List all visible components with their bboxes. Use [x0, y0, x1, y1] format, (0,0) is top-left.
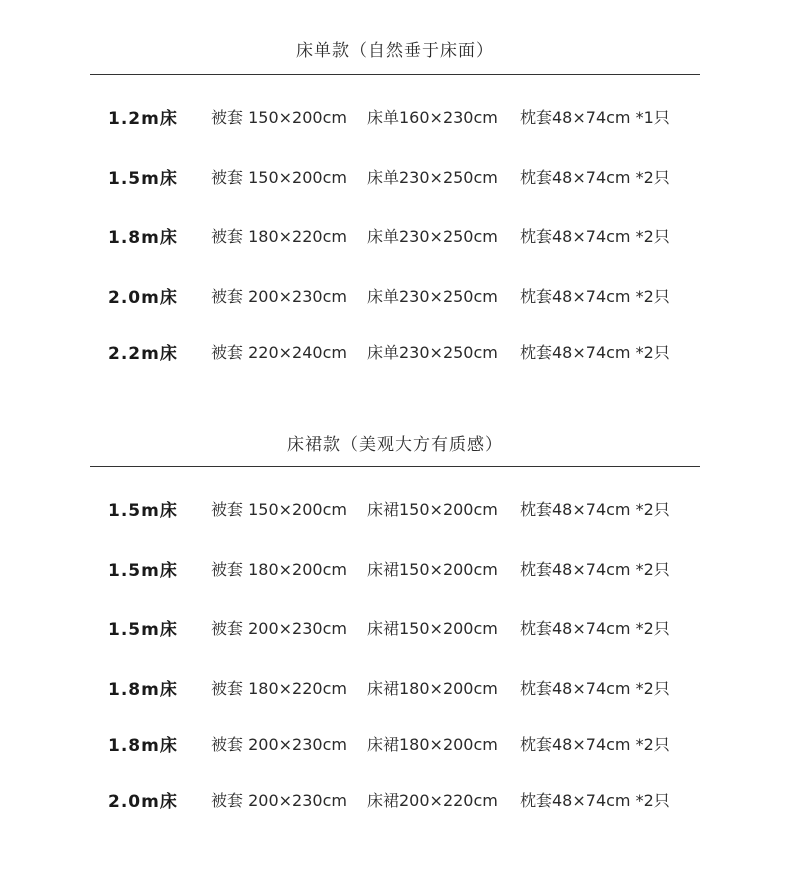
sheet-size: 床单230×250cm: [367, 168, 498, 187]
bed-size: 1.5m床: [108, 169, 178, 189]
pillowcase-size: 枕套48×74cm *1只: [520, 108, 670, 127]
bed-size: 1.5m床: [108, 561, 178, 581]
bed-size: 1.5m床: [108, 501, 178, 521]
bed-size: 2.2m床: [108, 344, 178, 364]
bed-skirt-size: 床裙150×200cm: [367, 500, 498, 519]
bed-skirt-size: 床裙150×200cm: [367, 619, 498, 638]
size-row: [0, 164, 790, 188]
duvet-cover-size: 被套 180×220cm: [211, 227, 347, 246]
duvet-cover-size: 被套 220×240cm: [211, 343, 347, 362]
section-divider: [90, 74, 700, 75]
duvet-cover-size: 被套 200×230cm: [211, 791, 347, 810]
duvet-cover-size: 被套 200×230cm: [211, 735, 347, 754]
size-row: [0, 496, 790, 520]
duvet-cover-size: 被套 200×230cm: [211, 619, 347, 638]
duvet-cover-size: 被套 150×200cm: [211, 168, 347, 187]
pillowcase-size: 枕套48×74cm *2只: [520, 619, 670, 638]
size-row: [0, 104, 790, 128]
size-row: [0, 556, 790, 580]
bed-size: 2.0m床: [108, 792, 178, 812]
size-row: [0, 339, 790, 363]
sheet-size: 床单160×230cm: [367, 108, 498, 127]
pillowcase-size: 枕套48×74cm *2只: [520, 168, 670, 187]
pillowcase-size: 枕套48×74cm *2只: [520, 679, 670, 698]
size-row: [0, 283, 790, 307]
size-row: [0, 731, 790, 755]
pillowcase-size: 枕套48×74cm *2只: [520, 227, 670, 246]
size-row: [0, 223, 790, 247]
size-row: [0, 675, 790, 699]
duvet-cover-size: 被套 150×200cm: [211, 500, 347, 519]
size-row: [0, 615, 790, 639]
bed-size: 1.8m床: [108, 228, 178, 248]
duvet-cover-size: 被套 180×200cm: [211, 560, 347, 579]
pillowcase-size: 枕套48×74cm *2只: [520, 735, 670, 754]
bed-size: 1.8m床: [108, 680, 178, 700]
pillowcase-size: 枕套48×74cm *2只: [520, 500, 670, 519]
bed-skirt-size: 床裙150×200cm: [367, 560, 498, 579]
bed-size: 1.8m床: [108, 736, 178, 756]
section-divider: [90, 466, 700, 467]
sheet-size: 床单230×250cm: [367, 227, 498, 246]
bed-size: 2.0m床: [108, 288, 178, 308]
bed-size: 1.2m床: [108, 109, 178, 129]
duvet-cover-size: 被套 200×230cm: [211, 287, 347, 306]
bed-skirt-size: 床裙180×200cm: [367, 735, 498, 754]
section-title: 床单款（自然垂于床面）: [296, 41, 494, 61]
bed-size: 1.5m床: [108, 620, 178, 640]
duvet-cover-size: 被套 180×220cm: [211, 679, 347, 698]
sheet-size: 床单230×250cm: [367, 287, 498, 306]
duvet-cover-size: 被套 150×200cm: [211, 108, 347, 127]
section-title: 床裙款（美观大方有质感）: [287, 435, 503, 455]
pillowcase-size: 枕套48×74cm *2只: [520, 560, 670, 579]
sheet-size: 床单230×250cm: [367, 343, 498, 362]
bed-skirt-size: 床裙200×220cm: [367, 791, 498, 810]
pillowcase-size: 枕套48×74cm *2只: [520, 287, 670, 306]
pillowcase-size: 枕套48×74cm *2只: [520, 791, 670, 810]
size-row: [0, 787, 790, 811]
bed-skirt-size: 床裙180×200cm: [367, 679, 498, 698]
pillowcase-size: 枕套48×74cm *2只: [520, 343, 670, 362]
